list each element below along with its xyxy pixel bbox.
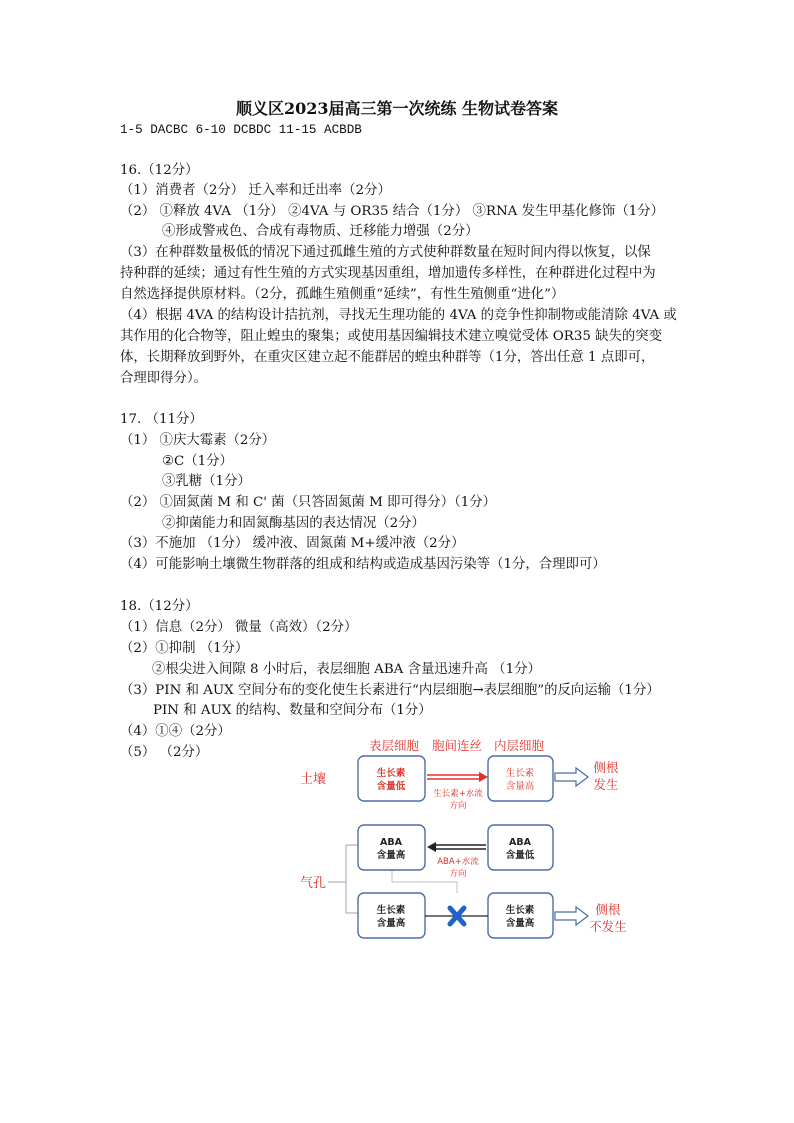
stomata-bracket — [328, 845, 358, 913]
q18-line: （5） （2分） — [120, 745, 209, 760]
q16-line: （1）消费者（2分） 迁入率和迁出率（2分） — [120, 183, 391, 198]
box-text: 生长素 — [376, 905, 406, 916]
q16-line: （3）在种群数量极低的情况下通过孤雌生殖的方式使种群数量在短时间内得以恢复，以保 — [120, 245, 651, 260]
col-surface-label: 表层细胞 — [368, 738, 420, 753]
lateral-root-label: 不发生 — [589, 919, 627, 934]
box-text: 生长素 — [505, 768, 535, 779]
lateral-root-label: 侧根 — [595, 902, 621, 917]
q18-line: （1）信息（2分） 微量（高效）（2分） — [120, 620, 358, 635]
box-text: 生长素 — [505, 905, 535, 916]
q18-header: 18.（12分） — [120, 599, 199, 614]
q16-line: ④形成警戒色、合成有毒物质、迁移能力增强（2分） — [162, 224, 479, 239]
col-plasmodesmata-label: 胞间连丝 — [431, 738, 483, 753]
flow-label: 生长素+水流 — [433, 789, 483, 799]
q18-line: （2）①抑制 （1分） — [120, 641, 249, 656]
q17-line: （2） ①固氮菌 M 和 C' 菌（只答固氮菌 M 即可得分）（1分） — [120, 495, 497, 510]
lateral-root-label: 发生 — [593, 777, 619, 792]
q16-line: 持种群的延续；通过有性生殖的方式实现基因重组，增加遗传多样性，在种群进化过程中为 — [120, 266, 656, 281]
box-text: ABA — [380, 837, 402, 848]
q17-line: ②抑菌能力和固氮酶基因的表达情况（2分） — [162, 516, 425, 531]
q18-line: PIN 和 AUX 的结构、数量和空间分布（1分） — [153, 703, 432, 718]
box-text: 含量高 — [376, 850, 406, 861]
q16-line: （4）根据 4VA 的结构设计拮抗剂，寻找无生理功能的 4VA 的竞争性抑制物或能清除 4VA 或 — [120, 308, 677, 323]
box-text: ABA — [509, 837, 531, 848]
q17-line: ③乳糖（1分） — [162, 474, 251, 489]
q18-line: （3）PIN 和 AUX 空间分布的变化使生长素进行“内层细胞→表层细胞”的反向运输（1分） — [120, 683, 660, 698]
q18-line: （4）①④（2分） — [120, 724, 231, 739]
hollow-arrow-icon — [555, 907, 588, 925]
box-text: 生长素 — [376, 768, 406, 779]
q16-line: 体，长期释放到野外，在重灾区建立起不能群居的蝗虫种群等（1分，答出任意 1 点即可， — [120, 350, 655, 365]
box-text: 含量高 — [505, 918, 535, 929]
stomata-label: 气孔 — [300, 876, 327, 891]
q18-line: ②根尖进入间隙 8 小时后，表层细胞 ABA 含量迅速升高 （1分） — [152, 662, 541, 677]
mc-answers: 1-5 DACBC 6-10 DCBDC 11-15 ACBDB — [120, 123, 362, 137]
q17-line: ②C（1分） — [162, 454, 233, 469]
box-text: 含量高 — [376, 918, 406, 929]
q16-line: 自然选择提供原材料。（2分，孤雌生殖侧重“延续”，有性生殖侧重“进化”） — [120, 287, 565, 302]
arrow-head — [479, 772, 488, 782]
arrow-head — [427, 842, 436, 852]
root-cell-diagram — [290, 730, 650, 945]
box-text: 含量低 — [376, 781, 406, 792]
q17-line: （1） ①庆大霉素（2分） — [120, 433, 276, 448]
flow-label: ABA+水流 — [437, 857, 479, 867]
hollow-arrow-icon — [555, 768, 588, 786]
page-title: 顺义区2023届高三第一次统练 生物试卷答案 — [235, 99, 559, 118]
col-inner-label: 内层细胞 — [493, 738, 545, 753]
flow-label: 方向 — [449, 869, 467, 879]
q16-line: 其作用的化合物等，阻止蝗虫的聚集；或使用基因编辑技术建立嗅觉受体 OR35 缺失的突变 — [120, 329, 663, 344]
q16-line: （2） ①释放 4VA （1分） ②4VA 与 OR35 结合（1分） ③RNA 发生甲基化修饰（1分） — [120, 204, 665, 219]
q16-line: 合理即得分）。 — [120, 371, 208, 386]
soil-label: 土壤 — [300, 772, 327, 787]
q17-line: （3）不施加 （1分） 缓冲液、固氮菌 M+缓冲液（2分） — [120, 536, 465, 551]
flow-label: 方向 — [449, 801, 467, 811]
q16-header: 16.（12分） — [120, 163, 199, 178]
lateral-root-label: 侧根 — [593, 760, 619, 775]
box-text: 含量高 — [505, 781, 535, 792]
box-text: 含量低 — [505, 850, 535, 861]
q17-line: （4）可能影响土壤微生物群落的组成和结构或造成基因污染等（1分，合理即可） — [120, 557, 606, 572]
q17-header: 17. （11分） — [120, 412, 203, 427]
